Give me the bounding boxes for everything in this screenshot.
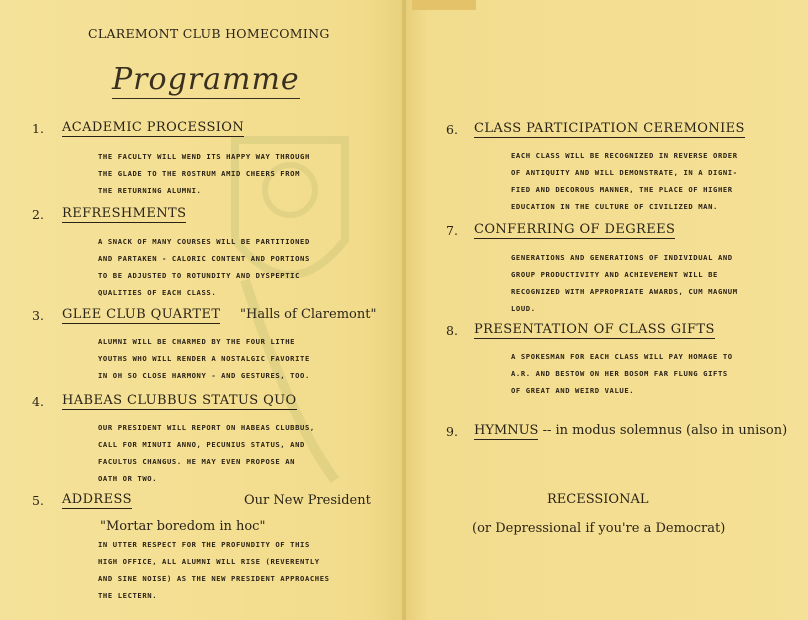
item-description: GENERATIONS AND GENERATIONS OF INDIVIDUAL AND GROUP PRODUCTIVITY AND ACHIEVEMENT WILL BE RECOGNIZED WITH APPROPRIATE AWARDS, CUM MAGNUM LOUD. xyxy=(511,253,738,313)
tape-strip xyxy=(412,0,476,10)
page-header: CLAREMONT CLUB HOMECOMING xyxy=(88,26,330,41)
item-number: 9. xyxy=(446,424,458,439)
item-title: ADDRESS xyxy=(62,492,132,507)
programme-title: Programme xyxy=(112,62,300,97)
item-description: EACH CLASS WILL BE RECOGNIZED IN REVERSE ORDER OF ANTIQUITY AND WILL DEMONSTRATE, IN A DIGNI- FIED AND DECOROUS MANNER, THE PLACE OF HIGHER EDUCATION IN THE CULTURE OF CIVILIZED MAN. xyxy=(511,151,738,211)
item-number: 5. xyxy=(32,493,44,508)
item-title: HABEAS CLUBBUS STATUS QUO xyxy=(62,393,297,408)
recessional-subtitle: (or Depressional if you're a Democrat) xyxy=(472,521,726,536)
item-number: 8. xyxy=(446,323,458,338)
recessional-title: RECESSIONAL xyxy=(547,492,649,507)
item-aside: Our New President xyxy=(244,493,371,508)
item-number: 4. xyxy=(32,394,44,409)
item-description: IN UTTER RESPECT FOR THE PROFUNDITY OF THIS HIGH OFFICE, ALL ALUMNI WILL RISE (REVERENTLY AND SINE NOISE) AS THE NEW PRESIDENT APPROACHES THE LECTERN. xyxy=(98,540,330,600)
item-title: GLEE CLUB QUARTET xyxy=(62,307,221,322)
item-hymnus xyxy=(474,423,787,438)
item-description: THE FACULTY WILL WEND ITS HAPPY WAY THROUGH THE GLADE TO THE ROSTRUM AMID CHEERS FROM THE RETURNING ALUMNI. xyxy=(98,152,310,195)
item-number: 1. xyxy=(32,121,44,136)
item-title: PRESENTATION OF CLASS GIFTS xyxy=(474,322,715,337)
item-number: 2. xyxy=(32,207,44,222)
page-fold xyxy=(402,0,406,620)
item-title: HYMNUS xyxy=(474,423,539,438)
item-title: CONFERRING OF DEGREES xyxy=(474,222,676,237)
item-description: A SPOKESMAN FOR EACH CLASS WILL PAY HOMAGE TO A.R. AND BESTOW ON HER BOSOM FAR FLUNG GIFTS OF GREAT AND WEIRD VALUE. xyxy=(511,352,733,395)
right-page xyxy=(404,0,808,620)
item-number: 6. xyxy=(446,122,458,137)
item-aside: "Halls of Claremont" xyxy=(240,307,377,322)
item-rest: -- in modus solemnus (also in unison) xyxy=(538,423,788,438)
item-description: OUR PRESIDENT WILL REPORT ON HABEAS CLUBBUS, CALL FOR MINUTI ANNO, PECUNIUS STATUS, AND FACULTUS CHANGUS. HE MAY EVEN PROPOSE AN OATH OR TWO. xyxy=(98,423,315,483)
item-description: A SNACK OF MANY COURSES WILL BE PARTITIONED AND PARTAKEN - CALORIC CONTENT AND PORTIONS TO BE ADJUSTED TO ROTUNDITY AND DYSPEPTIC QUALITIES OF EACH CLASS. xyxy=(98,237,310,297)
item-description: ALUMNI WILL BE CHARMED BY THE FOUR LITHE YOUTHS WHO WILL RENDER A NOSTALGIC FAVORITE IN OH SO CLOSE HARMONY - AND GESTURES, TOO. xyxy=(98,337,310,380)
item-number: 3. xyxy=(32,308,44,323)
item-title: REFRESHMENTS xyxy=(62,206,187,221)
item-title: CLASS PARTICIPATION CEREMONIES xyxy=(474,121,745,136)
item-number: 7. xyxy=(446,223,458,238)
item-title: ACADEMIC PROCESSION xyxy=(62,120,245,135)
item-quote: "Mortar boredom in hoc" xyxy=(100,519,266,534)
